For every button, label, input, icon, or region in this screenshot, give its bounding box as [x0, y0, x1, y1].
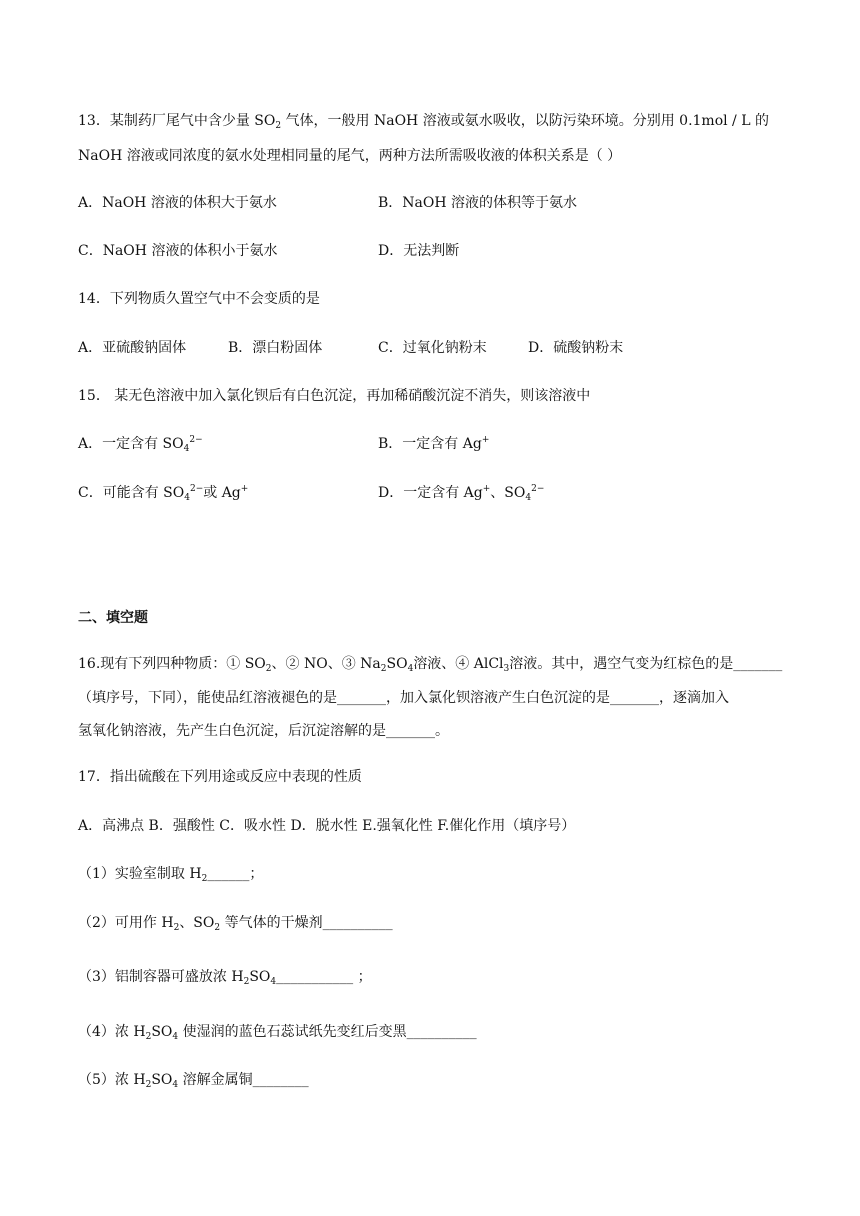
q17-sub4: （4）浓 $H_2SO_4$ 使湿润的蓝色石蕊试纸先变红后变黑__________ [78, 1024, 477, 1042]
q17-sub3: （3）铝制容器可盛放浓 $H_2SO_4\_\_\_\_\_\_\_\_\_\_\_$ ； [78, 969, 372, 987]
q15-option-b: B．一定含有 Ag+ [378, 435, 490, 452]
q15-option-c: C．可能含有 $SO_4^{2-}$或 Ag+ [78, 484, 249, 503]
q17-options: A．高沸点 B．强酸性 C．吸水性 D．脱水性 E.强氧化性 F.催化作用（填序号） [78, 818, 576, 834]
q17-sub5: （5）浓 $H_2SO_4$ 溶解金属铜________ [78, 1072, 309, 1090]
q17-stem: 17．指出硫酸在下列用途或反应中表现的性质 [78, 769, 362, 785]
q15-stem: 15． 某无色溶液中加入氯化钡后有白色沉淀，再加稀硝酸沉淀不消失，则该溶液中 [78, 388, 591, 404]
q13-option-a: A．NaOH 溶液的体积大于氨水 [78, 195, 277, 211]
q13-stem-line2: NaOH 溶液或同浓度的氨水处理相同量的尾气，两种方法所需吸收液的体积关系是（ ） [78, 148, 622, 164]
q15-option-a: A．一定含有 $SO_4^{2-}$ [78, 435, 203, 454]
q13-stem-line1: 13．某制药厂尾气中含少量 $SO_2$ 气体，一般用 NaOH 溶液或氨水吸收，以防污染环境。分别用 0.1mol / L 的 [78, 113, 769, 131]
q16-line1: 16.现有下列四种物质：① $SO_2$、② NO、③ $Na_2SO_4$溶液、④ AlCl$_3$溶液。其中，遇空气变为红棕色的是_______ [78, 656, 783, 674]
q14-option-c: C．过氧化钠粉末 [378, 340, 487, 356]
q17-sub2: （2）可用作 $H_2$、$SO_2$ 等气体的干燥剂__________ [78, 915, 393, 933]
q14-option-a: A．亚硫酸钠固体 [78, 340, 187, 356]
q14-option-b: B．漂白粉固体 [228, 340, 323, 356]
q15-option-d: D．一定含有 Ag+、$SO_4^{2-}$ [378, 484, 545, 503]
q13-option-d: D．无法判断 [378, 243, 460, 259]
q14-option-d: D．硫酸钠粉末 [528, 340, 624, 356]
q17-sub1: （1）实验室制取 $H_2\_\_\_\_\_\_$； [78, 866, 264, 884]
q13-option-b: B．NaOH 溶液的体积等于氨水 [378, 195, 578, 211]
q16-line3: 氢氧化钠溶液，先产生白色沉淀，后沉淀溶解的是_______。 [78, 723, 449, 739]
section-title: 二、填空题 [78, 610, 148, 626]
q13-option-c: C．NaOH 溶液的体积小于氨水 [78, 243, 278, 259]
q14-stem: 14．下列物质久置空气中不会变质的是 [78, 291, 320, 307]
q16-line2: （填序号，下同），能使品红溶液褪色的是_______，加入氯化钡溶液产生白色沉淀的是_______，逐滴加入 [78, 690, 729, 706]
